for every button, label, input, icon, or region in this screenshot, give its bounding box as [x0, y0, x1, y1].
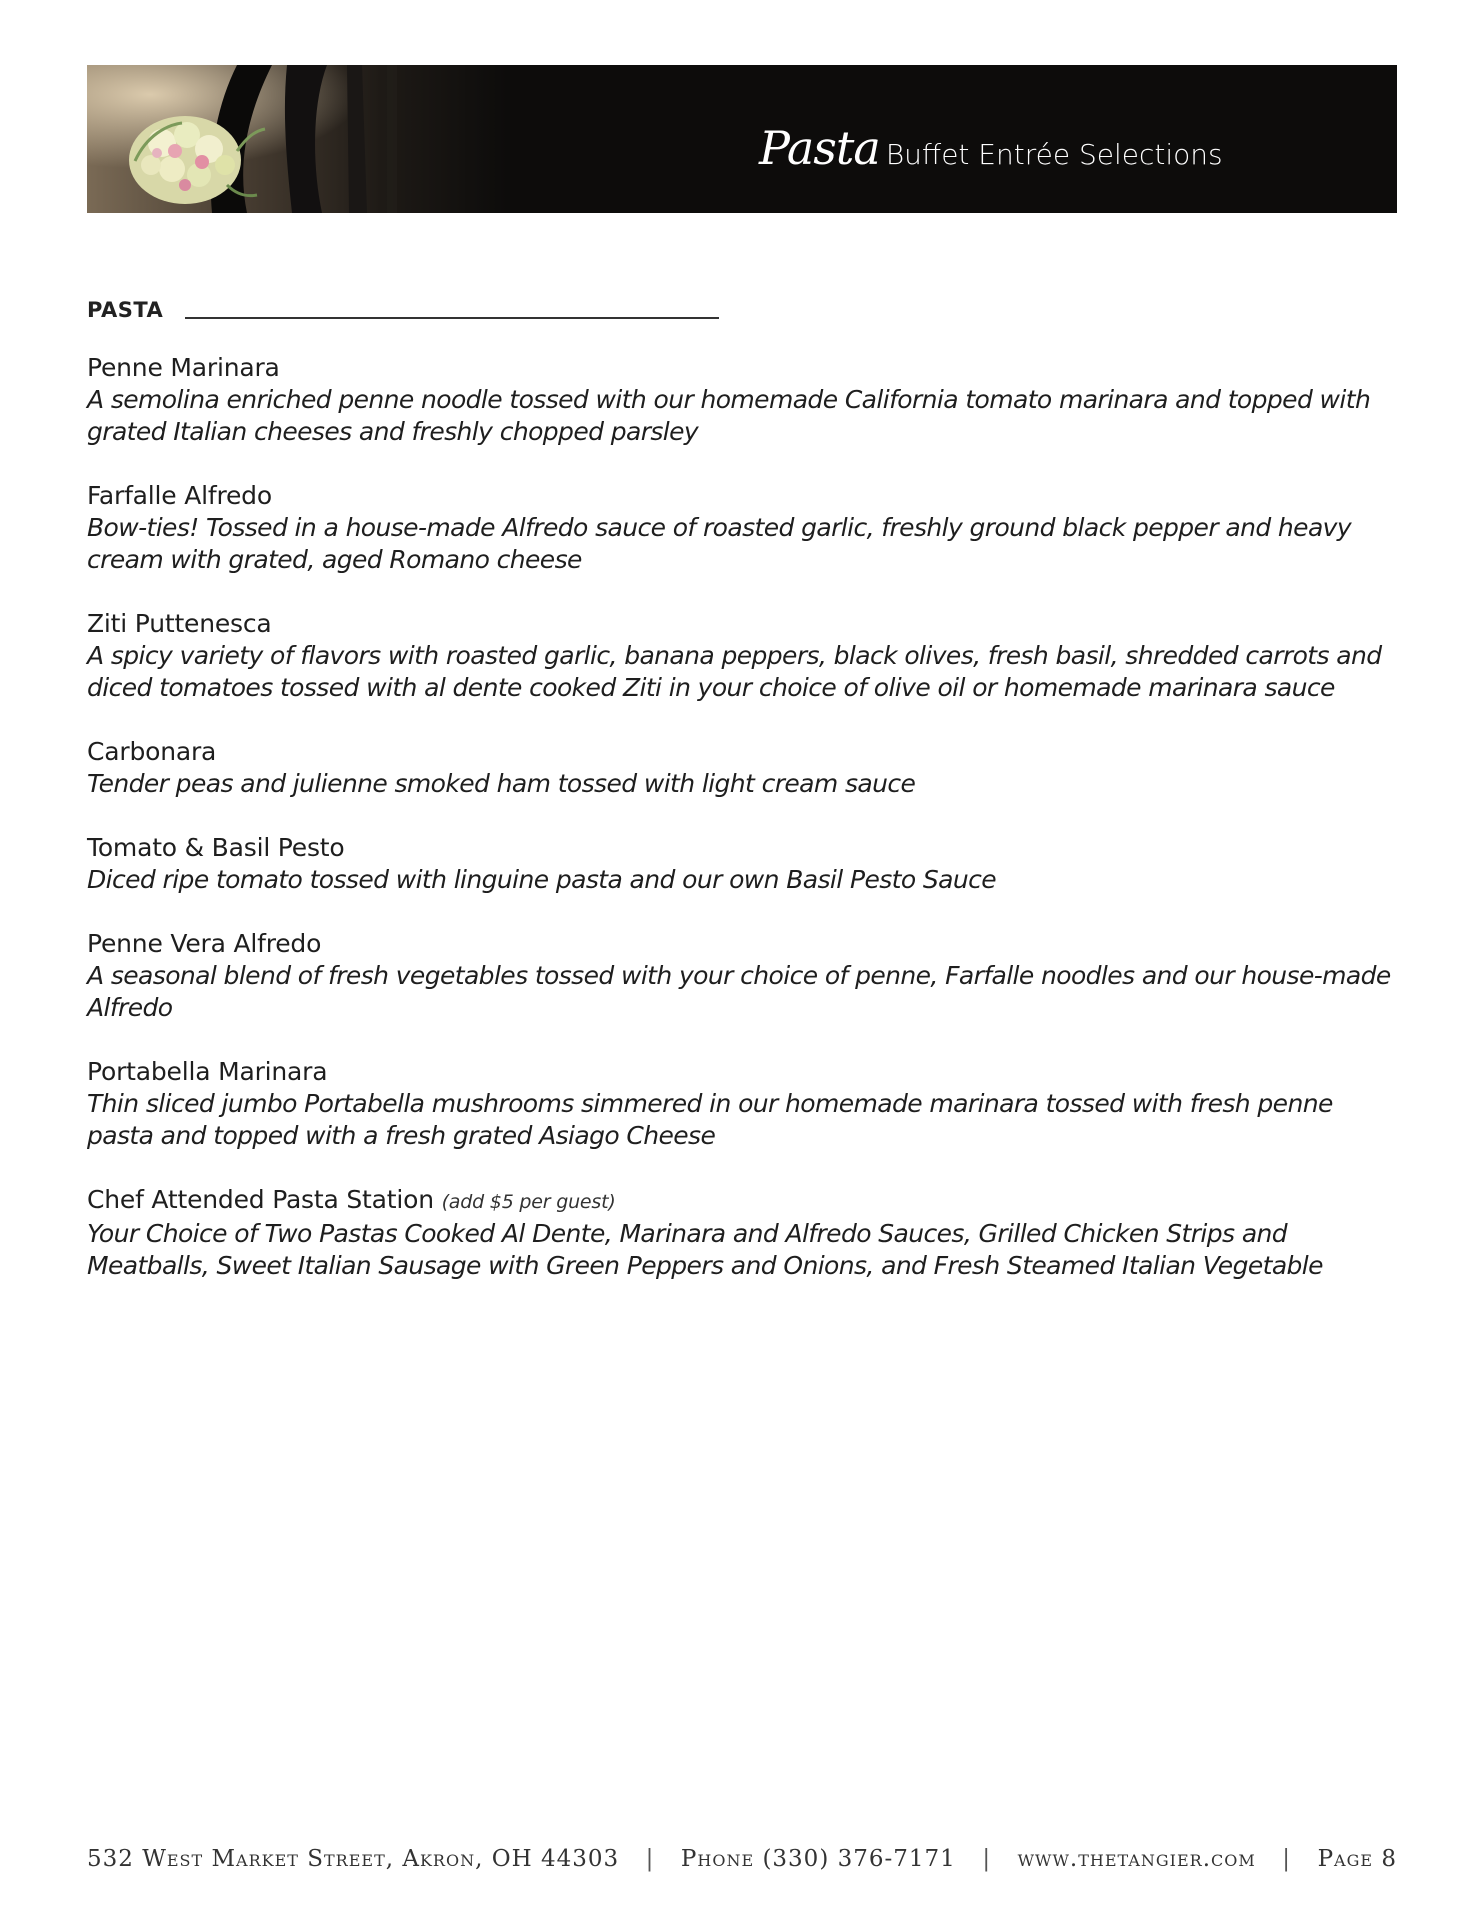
footer-separator: | — [982, 1846, 992, 1872]
footer-separator: | — [645, 1846, 655, 1872]
menu-item-price-note: (add $5 per guest) — [441, 1191, 616, 1213]
menu-item — [87, 1184, 1397, 1282]
menu-item-description: Tender peas and julienne smoked ham tossed with light cream sauce — [87, 769, 916, 798]
menu-item — [87, 608, 1397, 704]
title-script: Pasta — [759, 121, 880, 175]
menu-item — [87, 352, 1397, 448]
footer-website: www.thetangier.com — [1017, 1846, 1256, 1872]
menu-item-description: Diced ripe tomato tossed with linguine pasta and our own Basil Pesto Sauce — [87, 865, 997, 894]
menu-item-name: Ziti Puttenesca — [87, 609, 272, 638]
menu-item — [87, 480, 1397, 576]
menu-item — [87, 928, 1397, 1024]
footer-separator: | — [1282, 1846, 1292, 1872]
menu-item — [87, 832, 1397, 896]
menu-item-name: Farfalle Alfredo — [87, 481, 272, 510]
menu-item-name: Penne Marinara — [87, 353, 280, 382]
footer-page-number: Page 8 — [1317, 1846, 1397, 1872]
menu-item-description: Bow-ties! Tossed in a house-made Alfredo sauce of roasted garlic, freshly ground black pepper and heavy cream with grated, aged Romano cheese — [87, 513, 1352, 574]
section-heading — [87, 292, 719, 322]
menu-item-name: Penne Vera Alfredo — [87, 929, 322, 958]
footer-address: 532 West Market Street, Akron, OH 44303 — [87, 1846, 620, 1872]
page-title — [759, 121, 1279, 175]
menu-item-name: Portabella Marinara — [87, 1057, 328, 1086]
title-rest: Buffet Entrée Selections — [885, 138, 1223, 171]
section-heading-label: PASTA — [87, 298, 164, 322]
bouquet-photo — [87, 65, 507, 213]
menu-list — [87, 352, 1397, 1314]
menu-item-description: A seasonal blend of fresh vegetables tossed with your choice of penne, Farfalle noodles and our house-made Alfredo — [87, 961, 1391, 1022]
section-heading-rule — [185, 317, 719, 319]
menu-item-name-row — [87, 1184, 1397, 1218]
menu-item-description: Thin sliced jumbo Portabella mushrooms simmered in our homemade marinara tossed with fresh penne pasta and topped with a fresh grated Asiago Cheese — [87, 1089, 1333, 1150]
menu-item-name: Tomato & Basil Pesto — [87, 833, 345, 862]
footer — [87, 1843, 1397, 1875]
footer-phone: Phone (330) 376-7171 — [680, 1846, 956, 1872]
menu-item-description: Your Choice of Two Pastas Cooked Al Dente, Marinara and Alfredo Sauces, Grilled Chicken Strips and Meatballs, Sweet Italian Sausage with Green Peppers and Onions, and Fresh Steamed Italian Vegetable — [87, 1219, 1323, 1280]
menu-item-name: Carbonara — [87, 737, 217, 766]
menu-item-name: Chef Attended Pasta Station — [87, 1185, 434, 1214]
menu-item-description: A spicy variety of flavors with roasted garlic, banana peppers, black olives, fresh basil, shredded carrots and diced tomatoes tossed with al dente cooked Ziti in your choice of olive oil or homemade marinara sauce — [87, 641, 1382, 702]
menu-item-description: A semolina enriched penne noodle tossed with our homemade California tomato marinara and topped with grated Italian cheeses and freshly chopped parsley — [87, 385, 1371, 446]
menu-item — [87, 736, 1397, 800]
menu-item — [87, 1056, 1397, 1152]
header-banner — [87, 65, 1397, 213]
